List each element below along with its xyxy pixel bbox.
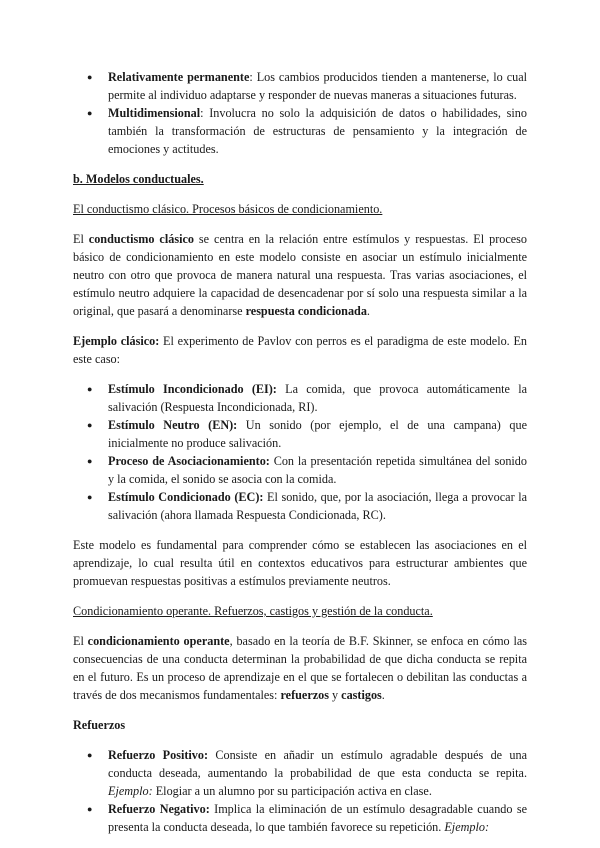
- list-item: ● Multidimensional: Involucra no solo la adquisición de datos o habilidades, sino también la transformación de estructuras de pensamiento y la integración de emociones y actitudes.: [73, 104, 527, 158]
- paragraph-closing: Este modelo es fundamental para comprender cómo se establecen las asociaciones en el aprendizaje, lo cual resulta útil en contextos educativos para estructurar ambientes que promuevan respuestas positivas a estímulos previamente neutros.: [73, 538, 527, 588]
- list-item: ● Proceso de Asociacionamiento: Con la presentación repetida simultánea del sonido y la comida, el sonido se asocia con la comida.: [73, 452, 527, 488]
- section-title: b. Modelos conductuales.: [73, 172, 204, 186]
- refuerzos-list: [73, 746, 527, 836]
- list-item: ● Estímulo Incondicionado (EI): La comida, que provoca automáticamente la salivación (Respuesta Incondicionada, RI).: [73, 380, 527, 416]
- list-item: ● Relativamente permanente: Los cambios producidos tienden a mantenerse, lo cual permite al individuo adaptarse y responder de nuevas maneras a situaciones futuras.: [73, 68, 527, 104]
- clasico-list: [73, 380, 527, 524]
- paragraph-operante: El condicionamiento operante, basado en la teoría de B.F. Skinner, se enfoca en cómo las consecuencias de una conducta determinan la probabilidad de que dicha conducta se repita en el futuro. Es un proceso de aprendizaje en el que se fortalecen o debilitan las conductas a través de dos mecanismos fundamentales: refuerzos y castigos.: [73, 634, 527, 702]
- list-item: ● Refuerzo Positivo: Consiste en añadir un estímulo agradable después de una conducta deseada, aumentando la probabilidad de que esta conducta se repita. Ejemplo: Elogiar a un alumno por su participación activa en clase.: [73, 746, 527, 800]
- list-item: ● Estímulo Neutro (EN): Un sonido (por ejemplo, el de una campana) que inicialmente no produce salivación.: [73, 416, 527, 452]
- list-item: ● Estímulo Condicionado (EC): El sonido, que, por la asociación, llega a provocar la salivación (ahora llamada Respuesta Condicionada, RC).: [73, 488, 527, 524]
- intro-list: [73, 68, 527, 158]
- subsection-heading-clasico: El conductismo clásico. Procesos básicos de condicionamiento.: [73, 202, 383, 216]
- refuerzos-heading: Refuerzos: [73, 718, 126, 732]
- subsection-heading-operante: Condicionamiento operante. Refuerzos, castigos y gestión de la conducta.: [73, 604, 433, 618]
- document-page: [73, 68, 527, 836]
- paragraph-clasico: El conductismo clásico se centra en la relación entre estímulos y respuestas. El proceso básico de condicionamiento en este modelo consiste en asociar un estímulo inicialmente neutro con otro que provoca de manera natural una respuesta. Tras varias asociaciones, el estímulo neutro adquiere la capacidad de desencadenar por sí solo una respuesta similar a la original, que pasará a denominarse respuesta condicionada.: [73, 232, 527, 318]
- list-item: ● Refuerzo Negativo: Implica la eliminación de un estímulo desagradable cuando se presenta la conducta deseada, lo que también favorece su repetición. Ejemplo:: [73, 800, 527, 836]
- paragraph-ejemplo: Ejemplo clásico: El experimento de Pavlov con perros es el paradigma de este modelo. En este caso:: [73, 334, 527, 366]
